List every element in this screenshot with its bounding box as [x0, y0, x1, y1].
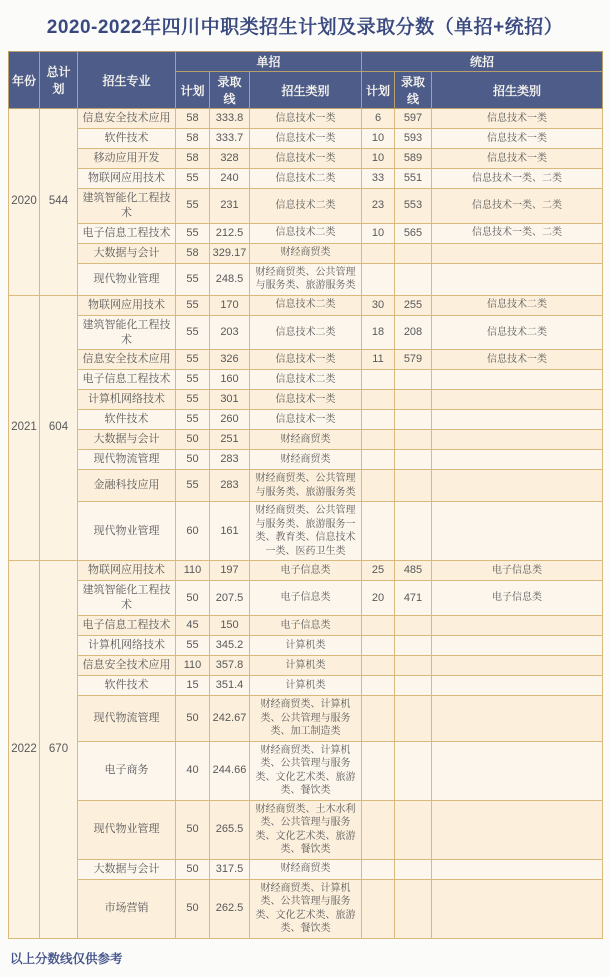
table-header [9, 52, 603, 109]
total-plan-cell: 544 [40, 109, 78, 296]
single-category-cell: 财经商贸类、计算机类、公共管理与服务类、加工制造类 [250, 696, 362, 742]
unified-score-cell [395, 370, 432, 390]
unified-category-cell [432, 243, 603, 263]
table-row [9, 315, 603, 350]
year-cell: 2020 [9, 109, 40, 296]
unified-category-cell [432, 676, 603, 696]
unified-plan-cell [362, 502, 395, 561]
single-category-cell: 电子信息类 [250, 581, 362, 616]
major-cell: 现代物业管理 [78, 502, 176, 561]
major-cell: 电子商务 [78, 741, 176, 800]
col-header-unified-score: 录取线 [395, 72, 432, 109]
unified-plan-cell [362, 470, 395, 502]
unified-plan-cell: 30 [362, 295, 395, 315]
single-plan-cell: 55 [176, 189, 210, 224]
single-score-cell: 242.67 [210, 696, 250, 742]
single-score-cell: 212.5 [210, 223, 250, 243]
unified-category-cell: 信息技术一类、二类 [432, 189, 603, 224]
unified-category-cell: 信息技术一类 [432, 149, 603, 169]
single-plan-cell: 55 [176, 263, 210, 295]
unified-plan-cell [362, 450, 395, 470]
single-category-cell: 计算机类 [250, 676, 362, 696]
table-row [9, 189, 603, 224]
unified-category-cell [432, 410, 603, 430]
total-plan-cell: 670 [40, 561, 78, 938]
major-cell: 物联网应用技术 [78, 561, 176, 581]
unified-category-cell [432, 430, 603, 450]
unified-score-cell: 579 [395, 350, 432, 370]
col-group-unified: 统招 [362, 52, 603, 72]
unified-score-cell: 471 [395, 581, 432, 616]
footer-note: 以上分数线仅供参考 [10, 951, 123, 966]
header-row-groups [9, 52, 603, 72]
col-header-single-category: 招生类别 [250, 72, 362, 109]
single-category-cell: 信息技术一类 [250, 390, 362, 410]
table-row [9, 263, 603, 295]
major-cell: 大数据与会计 [78, 243, 176, 263]
unified-category-cell [432, 450, 603, 470]
single-category-cell: 财经商贸类、计算机类、公共管理与服务类、文化艺术类、旅游类、餐饮类 [250, 879, 362, 938]
table-row [9, 109, 603, 129]
unified-score-cell [395, 243, 432, 263]
single-plan-cell: 15 [176, 676, 210, 696]
unified-category-cell [432, 470, 603, 502]
table-row [9, 800, 603, 859]
unified-plan-cell: 23 [362, 189, 395, 224]
col-header-single-plan: 计划 [176, 72, 210, 109]
single-category-cell: 信息技术二类 [250, 169, 362, 189]
unified-score-cell [395, 676, 432, 696]
single-plan-cell: 55 [176, 295, 210, 315]
single-score-cell: 203 [210, 315, 250, 350]
major-cell: 软件技术 [78, 129, 176, 149]
unified-plan-cell [362, 800, 395, 859]
major-cell: 电子信息工程技术 [78, 616, 176, 636]
unified-plan-cell: 33 [362, 169, 395, 189]
table-row [9, 450, 603, 470]
table-row [9, 410, 603, 430]
single-plan-cell: 45 [176, 616, 210, 636]
major-cell: 大数据与会计 [78, 430, 176, 450]
table-row [9, 879, 603, 938]
unified-plan-cell [362, 263, 395, 295]
single-score-cell: 328 [210, 149, 250, 169]
single-category-cell: 财经商贸类 [250, 450, 362, 470]
col-header-major: 招生专业 [78, 52, 176, 109]
single-plan-cell: 58 [176, 109, 210, 129]
unified-category-cell: 电子信息类 [432, 581, 603, 616]
single-category-cell: 信息技术一类 [250, 350, 362, 370]
table-row [9, 295, 603, 315]
single-category-cell: 信息技术二类 [250, 295, 362, 315]
single-plan-cell: 55 [176, 410, 210, 430]
major-cell: 电子信息工程技术 [78, 223, 176, 243]
unified-score-cell [395, 741, 432, 800]
unified-plan-cell: 25 [362, 561, 395, 581]
unified-score-cell [395, 696, 432, 742]
single-plan-cell: 55 [176, 169, 210, 189]
single-plan-cell: 110 [176, 561, 210, 581]
major-cell: 信息安全技术应用 [78, 350, 176, 370]
single-category-cell: 计算机类 [250, 636, 362, 656]
single-plan-cell: 50 [176, 430, 210, 450]
col-header-total: 总计划 [40, 52, 78, 109]
table-row [9, 149, 603, 169]
unified-plan-cell [362, 430, 395, 450]
single-score-cell: 262.5 [210, 879, 250, 938]
unified-plan-cell: 18 [362, 315, 395, 350]
table-row [9, 169, 603, 189]
unified-score-cell [395, 410, 432, 430]
unified-category-cell: 电子信息类 [432, 561, 603, 581]
single-plan-cell: 50 [176, 800, 210, 859]
unified-category-cell [432, 636, 603, 656]
unified-score-cell: 593 [395, 129, 432, 149]
single-score-cell: 240 [210, 169, 250, 189]
major-cell: 现代物业管理 [78, 800, 176, 859]
single-plan-cell: 55 [176, 370, 210, 390]
major-cell: 软件技术 [78, 676, 176, 696]
major-cell: 现代物流管理 [78, 450, 176, 470]
major-cell: 大数据与会计 [78, 859, 176, 879]
table-row [9, 676, 603, 696]
single-score-cell: 150 [210, 616, 250, 636]
single-plan-cell: 50 [176, 696, 210, 742]
unified-plan-cell [362, 410, 395, 430]
single-score-cell: 170 [210, 295, 250, 315]
single-category-cell: 电子信息类 [250, 616, 362, 636]
unified-category-cell: 信息技术一类 [432, 129, 603, 149]
unified-score-cell: 551 [395, 169, 432, 189]
major-cell: 计算机网络技术 [78, 390, 176, 410]
unified-plan-cell: 10 [362, 129, 395, 149]
unified-score-cell [395, 263, 432, 295]
single-score-cell: 160 [210, 370, 250, 390]
unified-plan-cell [362, 370, 395, 390]
unified-score-cell [395, 502, 432, 561]
table-row [9, 243, 603, 263]
unified-plan-cell [362, 676, 395, 696]
table-row [9, 370, 603, 390]
unified-plan-cell [362, 616, 395, 636]
single-category-cell: 财经商贸类、公共管理与服务类、旅游服务一类、教育类、信息技术一类、医药卫生类 [250, 502, 362, 561]
table-body [9, 109, 603, 939]
unified-score-cell [395, 800, 432, 859]
unified-score-cell [395, 879, 432, 938]
unified-category-cell: 信息技术一类、二类 [432, 169, 603, 189]
single-category-cell: 财经商贸类、计算机类、公共管理与服务类、文化艺术类、旅游类、餐饮类 [250, 741, 362, 800]
unified-score-cell: 255 [395, 295, 432, 315]
major-cell: 建筑智能化工程技术 [78, 189, 176, 224]
major-cell: 电子信息工程技术 [78, 370, 176, 390]
unified-plan-cell [362, 696, 395, 742]
single-plan-cell: 50 [176, 859, 210, 879]
unified-plan-cell [362, 636, 395, 656]
single-category-cell: 信息技术一类 [250, 109, 362, 129]
unified-category-cell: 信息技术二类 [432, 315, 603, 350]
unified-score-cell: 597 [395, 109, 432, 129]
single-plan-cell: 40 [176, 741, 210, 800]
unified-score-cell: 589 [395, 149, 432, 169]
unified-score-cell: 485 [395, 561, 432, 581]
single-category-cell: 财经商贸类、公共管理与服务类、旅游服务类 [250, 263, 362, 295]
unified-category-cell [432, 370, 603, 390]
single-score-cell: 283 [210, 470, 250, 502]
major-cell: 物联网应用技术 [78, 169, 176, 189]
unified-score-cell: 553 [395, 189, 432, 224]
table-row [9, 561, 603, 581]
table-row [9, 350, 603, 370]
unified-score-cell [395, 450, 432, 470]
unified-category-cell [432, 390, 603, 410]
unified-category-cell [432, 696, 603, 742]
major-cell: 物联网应用技术 [78, 295, 176, 315]
single-score-cell: 244.66 [210, 741, 250, 800]
year-cell: 2021 [9, 295, 40, 561]
unified-score-cell: 565 [395, 223, 432, 243]
table-row [9, 696, 603, 742]
unified-score-cell [395, 470, 432, 502]
page-title: 2020-2022年四川中职类招生计划及录取分数（单招+统招） [46, 17, 564, 38]
single-category-cell: 财经商贸类 [250, 243, 362, 263]
admissions-table [8, 51, 603, 939]
major-cell: 建筑智能化工程技术 [78, 315, 176, 350]
unified-plan-cell [362, 390, 395, 410]
unified-plan-cell [362, 656, 395, 676]
table-row [9, 581, 603, 616]
single-category-cell: 信息技术一类 [250, 129, 362, 149]
major-cell: 市场营销 [78, 879, 176, 938]
single-category-cell: 信息技术二类 [250, 370, 362, 390]
unified-category-cell [432, 800, 603, 859]
col-header-unified-plan: 计划 [362, 72, 395, 109]
major-cell: 移动应用开发 [78, 149, 176, 169]
major-cell: 现代物流管理 [78, 696, 176, 742]
major-cell: 现代物业管理 [78, 263, 176, 295]
table-row [9, 129, 603, 149]
unified-plan-cell [362, 741, 395, 800]
unified-category-cell [432, 616, 603, 636]
unified-category-cell [432, 741, 603, 800]
single-category-cell: 财经商贸类、土木水利类、公共管理与服务类、文化艺术类、旅游类、餐饮类 [250, 800, 362, 859]
table-row [9, 636, 603, 656]
unified-plan-cell: 11 [362, 350, 395, 370]
single-category-cell: 财经商贸类、公共管理与服务类、旅游服务类 [250, 470, 362, 502]
single-score-cell: 265.5 [210, 800, 250, 859]
table-row [9, 430, 603, 450]
unified-plan-cell [362, 859, 395, 879]
major-cell: 建筑智能化工程技术 [78, 581, 176, 616]
single-score-cell: 357.8 [210, 656, 250, 676]
single-score-cell: 345.2 [210, 636, 250, 656]
unified-category-cell [432, 859, 603, 879]
single-score-cell: 333.8 [210, 109, 250, 129]
single-plan-cell: 50 [176, 581, 210, 616]
single-score-cell: 283 [210, 450, 250, 470]
single-score-cell: 326 [210, 350, 250, 370]
single-plan-cell: 55 [176, 223, 210, 243]
single-category-cell: 信息技术二类 [250, 315, 362, 350]
unified-plan-cell: 10 [362, 149, 395, 169]
single-plan-cell: 50 [176, 450, 210, 470]
single-plan-cell: 55 [176, 390, 210, 410]
single-category-cell: 财经商贸类 [250, 430, 362, 450]
single-score-cell: 231 [210, 189, 250, 224]
unified-plan-cell: 20 [362, 581, 395, 616]
single-plan-cell: 55 [176, 315, 210, 350]
col-group-single: 单招 [176, 52, 362, 72]
single-score-cell: 197 [210, 561, 250, 581]
table-row [9, 223, 603, 243]
single-category-cell: 信息技术二类 [250, 223, 362, 243]
single-plan-cell: 60 [176, 502, 210, 561]
unified-score-cell [395, 656, 432, 676]
unified-category-cell: 信息技术一类、二类 [432, 223, 603, 243]
major-cell: 金融科技应用 [78, 470, 176, 502]
single-score-cell: 333.7 [210, 129, 250, 149]
table-row [9, 859, 603, 879]
single-score-cell: 301 [210, 390, 250, 410]
total-plan-cell: 604 [40, 295, 78, 561]
single-score-cell: 351.4 [210, 676, 250, 696]
unified-category-cell: 信息技术一类 [432, 350, 603, 370]
unified-plan-cell [362, 879, 395, 938]
single-plan-cell: 58 [176, 243, 210, 263]
single-plan-cell: 55 [176, 350, 210, 370]
table-row [9, 502, 603, 561]
single-score-cell: 260 [210, 410, 250, 430]
single-category-cell: 信息技术一类 [250, 149, 362, 169]
single-plan-cell: 58 [176, 129, 210, 149]
major-cell: 计算机网络技术 [78, 636, 176, 656]
single-plan-cell: 58 [176, 149, 210, 169]
single-plan-cell: 55 [176, 470, 210, 502]
table-row [9, 741, 603, 800]
table-row [9, 470, 603, 502]
unified-score-cell [395, 859, 432, 879]
unified-category-cell: 信息技术一类 [432, 109, 603, 129]
col-header-unified-category: 招生类别 [432, 72, 603, 109]
single-score-cell: 317.5 [210, 859, 250, 879]
single-score-cell: 161 [210, 502, 250, 561]
year-cell: 2022 [9, 561, 40, 938]
table-row [9, 616, 603, 636]
unified-score-cell [395, 616, 432, 636]
single-score-cell: 207.5 [210, 581, 250, 616]
single-category-cell: 信息技术二类 [250, 189, 362, 224]
single-plan-cell: 55 [176, 636, 210, 656]
single-plan-cell: 50 [176, 879, 210, 938]
table-row [9, 656, 603, 676]
single-score-cell: 251 [210, 430, 250, 450]
single-category-cell: 财经商贸类 [250, 859, 362, 879]
single-score-cell: 248.5 [210, 263, 250, 295]
unified-score-cell [395, 390, 432, 410]
single-category-cell: 电子信息类 [250, 561, 362, 581]
unified-category-cell: 信息技术二类 [432, 295, 603, 315]
unified-plan-cell: 10 [362, 223, 395, 243]
table-row [9, 390, 603, 410]
unified-category-cell [432, 263, 603, 295]
unified-plan-cell [362, 243, 395, 263]
unified-plan-cell: 6 [362, 109, 395, 129]
single-plan-cell: 110 [176, 656, 210, 676]
col-header-year: 年份 [9, 52, 40, 109]
unified-score-cell [395, 430, 432, 450]
unified-score-cell: 208 [395, 315, 432, 350]
unified-score-cell [395, 636, 432, 656]
unified-category-cell [432, 502, 603, 561]
single-category-cell: 计算机类 [250, 656, 362, 676]
major-cell: 信息安全技术应用 [78, 109, 176, 129]
major-cell: 信息安全技术应用 [78, 656, 176, 676]
single-score-cell: 329.17 [210, 243, 250, 263]
unified-category-cell [432, 879, 603, 938]
unified-category-cell [432, 656, 603, 676]
single-category-cell: 信息技术一类 [250, 410, 362, 430]
col-header-single-score: 录取线 [210, 72, 250, 109]
major-cell: 软件技术 [78, 410, 176, 430]
